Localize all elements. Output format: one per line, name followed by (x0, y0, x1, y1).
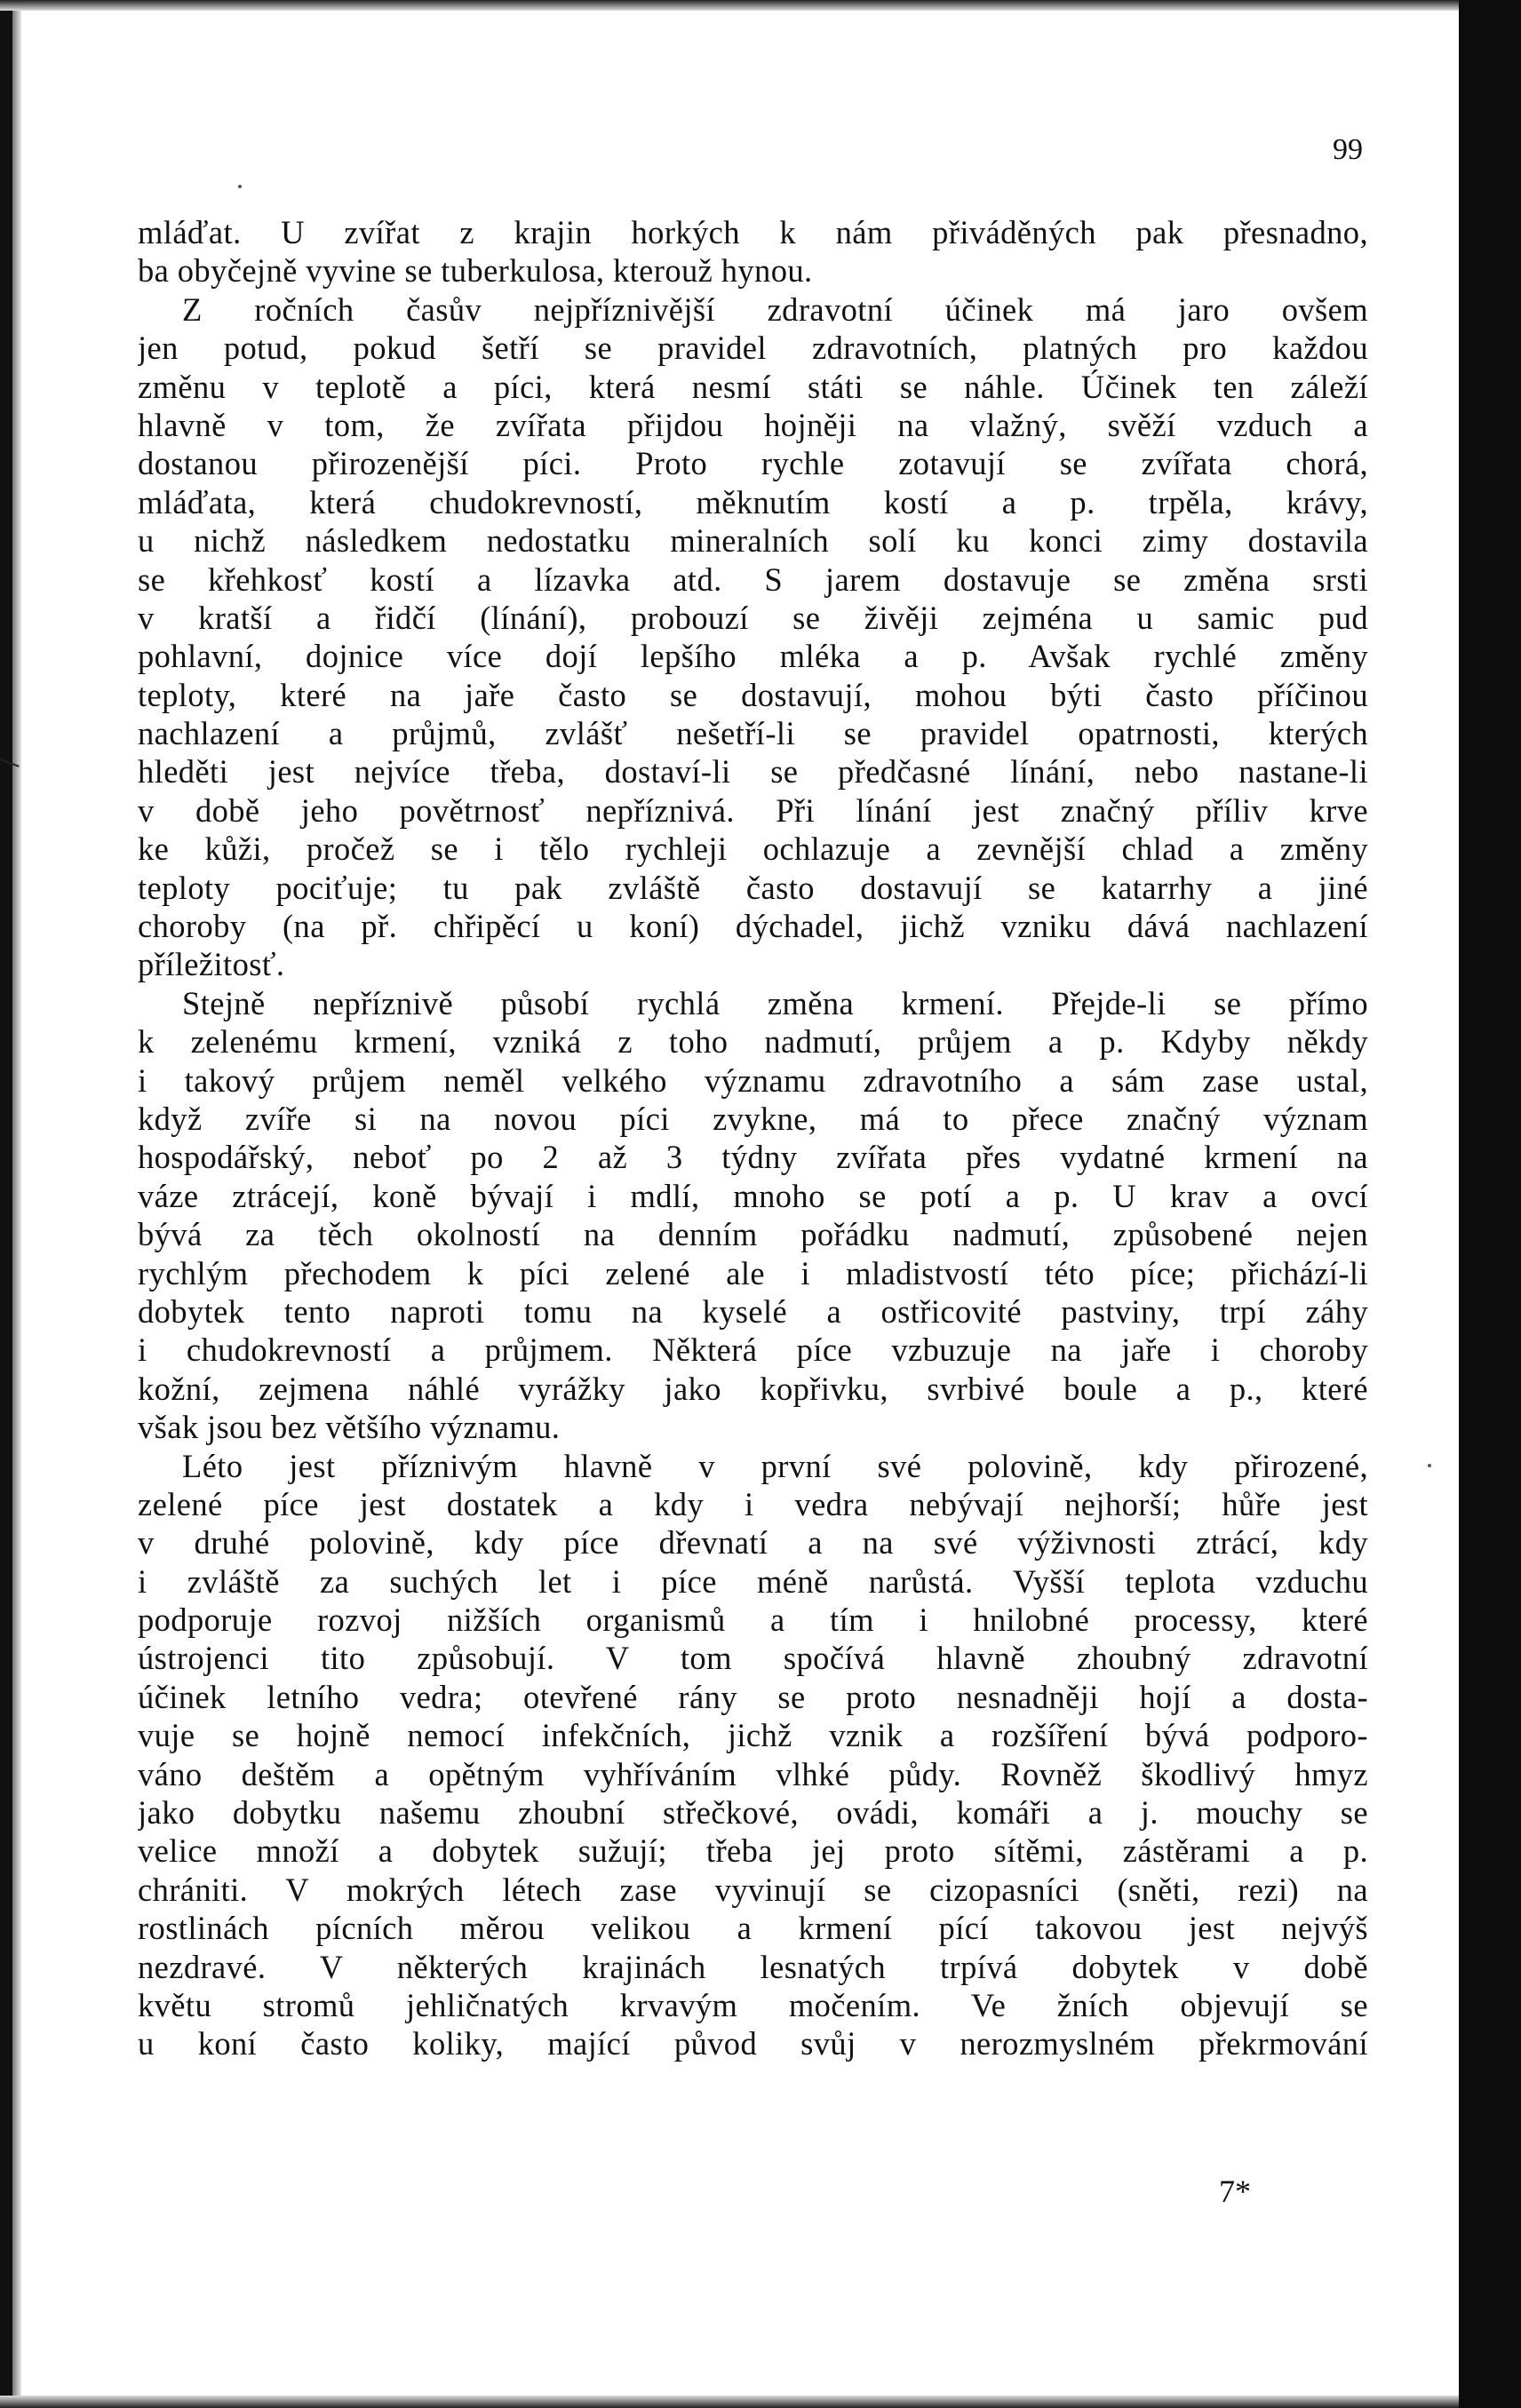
text-line: váze ztrácejí, koně bývají i mdlí, mnoho se potí a p. U krav a ovcí (138, 1177, 1368, 1214)
text-line: v kratší a řidčí (línání), probouzí se živěji zejména u samic pud (138, 599, 1368, 636)
scan-border-right (1459, 0, 1521, 2408)
text-line: bývá za těch okolností na denním pořádku nadmutí, způsobené nejen (138, 1216, 1368, 1253)
speck (1428, 1464, 1431, 1467)
text-line: teploty, které na jaře často se dostavují, mohou býti často příčinou (138, 676, 1368, 713)
text-line: účinek letního vedra; otevřené rány se proto nesnadněji hojí a dosta- (138, 1678, 1368, 1715)
text-line: hleděti jest nejvíce třeba, dostaví-li se předčasné línání, nebo nastane-li (138, 753, 1368, 791)
text-line: příležitosť. (138, 946, 285, 983)
text-line: změnu v teplotě a píci, která nesmí státi se náhle. Účinek ten záleží (138, 368, 1368, 405)
text-line: ústrojenci tito způsobují. V tom spočívá hlavně zhoubný zdravotní (138, 1640, 1368, 1677)
text-line: Stejně nepříznivě působí rychlá změna krmení. Přejde-li se přímo (182, 984, 1368, 1021)
scan-border-bottom (0, 2396, 1521, 2408)
text-line: chrániti. V mokrých létech zase vyvinují se cizopasníci (sněti, rezi) na (138, 1871, 1368, 1908)
text-line: váno deštěm a opětným vyhříváním vlhké půdy. Rovněž škodlivý hmyz (138, 1755, 1368, 1792)
text-line: ba obyčejně vyvine se tuberkulosa, kterouž hynou. (138, 252, 813, 290)
text-line: choroby (na př. chřipěcí u koní) dýchadel, jichž vzniku dává nachlazení (138, 908, 1368, 945)
text-line: dobytek tento naproti tomu na kyselé a ostřicovité pastviny, trpí záhy (138, 1292, 1368, 1330)
text-line: rostlinách pícních měrou velikou a krmení pící takovou jest nejvýš (138, 1910, 1368, 1947)
text-line: však jsou bez většího významu. (138, 1409, 561, 1446)
text-line: rychlým přechodem k píci zelené ale i mladistvostí této píce; přichází-li (138, 1254, 1368, 1291)
text-line: teploty pociťuje; tu pak zvláště často dostavují se katarrhy a jiné (138, 869, 1368, 906)
scan-shadow-left (12, 0, 21, 2408)
text-line: mláďata, která chudokrevností, měknutím kostí a p. trpěla, krávy, (138, 483, 1368, 521)
text-line: když zvíře si na novou píci zvykne, má to přece značný význam (138, 1100, 1368, 1137)
text-line: Z ročních časův nejpříznivější zdravotní účinek má jaro ovšem (182, 290, 1368, 328)
text-line: i chudokrevností a průjmem. Některá píce vzbuzuje na jaře i choroby (138, 1331, 1368, 1369)
signature-mark: 7* (1219, 2174, 1251, 2209)
scan-border-left (0, 0, 12, 2408)
text-line: i zvláště za suchých let i píce méně narůstá. Vyšší teplota vzduchu (138, 1562, 1368, 1600)
text-line: květu stromů jehličnatých krvavým močením. Ve žních objevují se (138, 1986, 1368, 2023)
text-line: u koní často koliky, mající původ svůj v nerozmyslném překrmování (138, 2025, 1368, 2062)
text-line: hospodářský, neboť po 2 až 3 týdny zvířata přes vydatné krmení na (138, 1139, 1368, 1176)
text-line: pohlavní, dojnice více dojí lepšího mléka a p. Avšak rychlé změny (138, 638, 1368, 675)
text-line: zelené píce jest dostatek a kdy i vedra nebývají nejhorší; hůře jest (138, 1485, 1368, 1522)
text-line: jako dobytku našemu zhoubní střečkové, ovádi, komáři a j. mouchy se (138, 1794, 1368, 1832)
text-line: se křehkosť kostí a lízavka atd. S jarem dostavuje se změna srsti (138, 560, 1368, 598)
scan-border-top (0, 0, 1521, 11)
text-line: dostanou přirozenější píci. Proto rychle zotavují se zvířata chorá, (138, 445, 1368, 482)
text-line: vuje se hojně nemocí infekčních, jichž vznik a rozšíření bývá podporo- (138, 1717, 1368, 1754)
text-line: k zelenému krmení, vzniká z toho nadmutí, průjem a p. Kdyby někdy (138, 1023, 1368, 1061)
text-line: nachlazení a průjmů, zvlášť nešetří-li se pravidel opatrnosti, kterých (138, 715, 1368, 752)
text-line: podporuje rozvoj nižších organismů a tím i hnilobné processy, které (138, 1601, 1368, 1639)
text-line: kožní, zejmena náhlé vyrážky jako kopřivku, svrbivé boule a p., které (138, 1370, 1368, 1407)
text-line: Léto jest příznivým hlavně v první své polovině, kdy přirozené, (182, 1447, 1368, 1484)
speck (238, 185, 242, 188)
text-line: velice množí a dobytek sužují; třeba jej proto sítěmi, zástěrami a p. (138, 1832, 1368, 1870)
text-line: i takový průjem neměl velkého významu zdravotního a sám zase ustal, (138, 1061, 1368, 1099)
body-text (138, 213, 1368, 2063)
text-line: v druhé polovině, kdy píce dřevnatí a na své výživnosti ztrácí, kdy (138, 1524, 1368, 1562)
text-line: ke kůži, pročež se i tělo rychleji ochlazuje a zevnější chlad a změny (138, 830, 1368, 868)
text-line: jen potud, pokud šetří se pravidel zdravotních, platných pro každou (138, 330, 1368, 367)
text-line: u nichž následkem nedostatku mineralních solí ku konci zimy dostavila (138, 522, 1368, 560)
page-number: 99 (1333, 133, 1363, 166)
text-line: hlavně v tom, že zvířata přijdou hojněji na vlažný, svěží vzduch a (138, 406, 1368, 443)
text-line: nezdravé. V některých krajinách lesnatých trpívá dobytek v době (138, 1948, 1368, 1985)
text-line: v době jeho povětrnosť nepříznivá. Při línání jest značný příliv krve (138, 791, 1368, 829)
text-line: mláďat. U zvířat z krajin horkých k nám přiváděných pak přesnadno, (138, 214, 1368, 250)
